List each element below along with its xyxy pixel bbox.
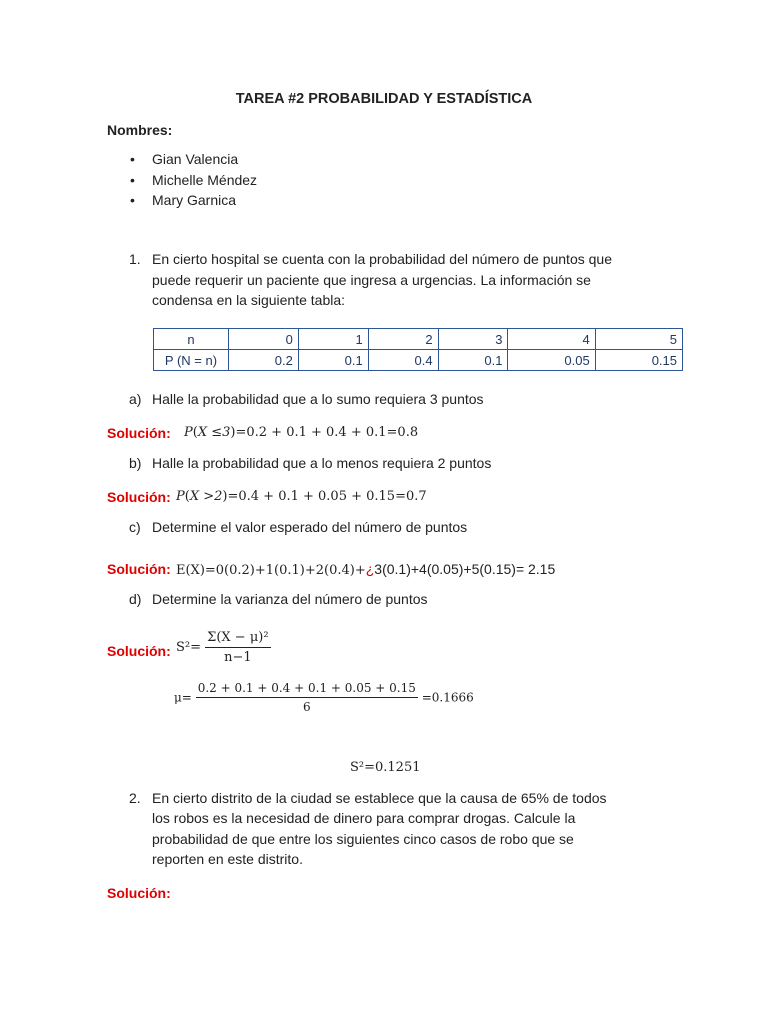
- mean-formula: [174, 681, 474, 714]
- table-header-cell: P (N = n): [154, 350, 229, 371]
- formula-symbol: P: [176, 489, 185, 504]
- solution-c-formula: [176, 561, 555, 578]
- formula-result: =0.2 + 0.1 + 0.4 + 0.1=0.8: [235, 425, 419, 440]
- fraction-numerator: 0.2 + 0.1 + 0.4 + 0.1 + 0.05 + 0.15: [196, 681, 418, 698]
- name-item: • Gian Valencia: [152, 151, 238, 167]
- solution-label: Solución:: [107, 643, 171, 659]
- page-title: TAREA #2 PROBABILIDAD Y ESTADÍSTICA: [235, 91, 533, 107]
- table-cell: 0.15: [595, 350, 682, 371]
- probability-table: [153, 328, 683, 371]
- name-item: • Michelle Méndez: [152, 172, 257, 188]
- question-number: 1.: [129, 251, 141, 267]
- table-cell: 3: [438, 329, 508, 350]
- table-cell: 0.05: [508, 350, 595, 371]
- table-cell: 0.2: [229, 350, 299, 371]
- formula-argument: X ≤3: [197, 425, 231, 440]
- table-row: [154, 350, 683, 371]
- table-cell: 0: [229, 329, 299, 350]
- solution-a-formula: P(X ≤3)=0.2 + 0.1 + 0.4 + 0.1=0.8: [184, 425, 419, 440]
- formula-result: =0.1666: [421, 690, 474, 705]
- table-cell: 5: [595, 329, 682, 350]
- question-2-line: probabilidad de que entre los siguientes cinco casos de robo que se: [152, 831, 574, 847]
- table-cell: 2: [368, 329, 438, 350]
- name-item: • Mary Garnica: [152, 192, 236, 208]
- solution-label: Solución:: [107, 561, 171, 577]
- sub-question-d: Determine la varianza del número de puntos: [152, 591, 428, 607]
- fraction-denominator: 6: [302, 700, 311, 714]
- question-1-line: condensa en la siguiente tabla:: [152, 292, 346, 308]
- table-cell: 0.1: [438, 350, 508, 371]
- sub-question-b: Halle la probabilidad que a lo menos requiera 2 puntos: [152, 455, 492, 471]
- fraction-numerator: Σ(X − μ)²: [205, 630, 270, 648]
- question-1-line: En cierto hospital se cuenta con la probabilidad del número de puntos que: [152, 251, 612, 267]
- table-cell: 0.1: [298, 350, 368, 371]
- broken-glyph: ¿: [365, 561, 375, 577]
- formula-result: =0.4 + 0.1 + 0.05 + 0.15=0.7: [227, 489, 427, 504]
- formula-argument: X >2: [189, 489, 223, 504]
- sub-question-letter: b): [129, 455, 142, 471]
- solution-label: Solución:: [107, 489, 171, 505]
- variance-formula: [176, 630, 271, 665]
- names-label: Nombres:: [107, 122, 173, 138]
- sub-question-letter: c): [129, 519, 141, 535]
- question-number: 2.: [129, 790, 141, 806]
- fraction-denominator: n−1: [224, 650, 252, 665]
- question-2-line: reporten en este distrito.: [152, 851, 303, 867]
- question-1-line: puede requerir un paciente que ingresa a urgencias. La información se: [152, 272, 591, 288]
- table-header-cell: n: [154, 329, 229, 350]
- solution-label: Solución:: [107, 425, 171, 441]
- table-cell: 1: [298, 329, 368, 350]
- table-row: [154, 329, 683, 350]
- sub-question-a: Halle la probabilidad que a lo sumo requiera 3 puntos: [152, 391, 484, 407]
- sub-question-letter: a): [129, 391, 142, 407]
- sub-question-c: Determine el valor esperado del número de puntos: [152, 519, 468, 535]
- fraction: [205, 630, 270, 665]
- solution-b-formula: P(X >2)=0.4 + 0.1 + 0.05 + 0.15=0.7: [176, 489, 427, 504]
- formula-lhs: S²=: [176, 640, 202, 655]
- question-2-line: En cierto distrito de la ciudad se establece que la causa de 65% de todos: [152, 790, 607, 806]
- formula-lhs: μ=: [174, 690, 192, 705]
- table-cell: 0.4: [368, 350, 438, 371]
- question-2-line: los robos es la necesidad de dinero para comprar drogas. Calcule la: [152, 810, 576, 826]
- table-cell: 4: [508, 329, 595, 350]
- solution-label: Solución:: [107, 885, 171, 901]
- formula-symbol: P: [184, 425, 193, 440]
- formula-result: 3(0.1)+4(0.05)+5(0.15)= 2.15: [374, 561, 556, 577]
- formula-math: E(X)=0(0.2)+1(0.1)+2(0.4)+: [176, 563, 366, 578]
- variance-result: S²=0.1251: [350, 760, 421, 775]
- sub-question-letter: d): [129, 591, 142, 607]
- fraction: [196, 681, 418, 714]
